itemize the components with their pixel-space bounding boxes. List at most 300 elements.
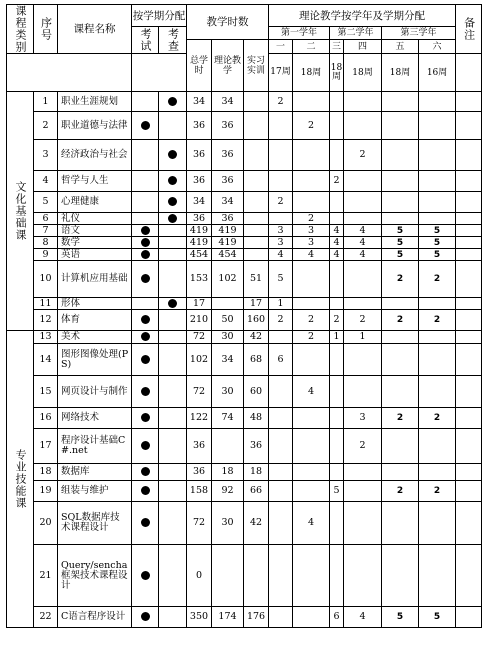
filled-dot-icon bbox=[168, 150, 177, 159]
curriculum-table bbox=[6, 4, 482, 628]
row-s3 bbox=[330, 298, 344, 310]
row-seq: 2 bbox=[34, 112, 58, 140]
row-s2: 2 bbox=[293, 331, 330, 344]
row-s6 bbox=[419, 140, 456, 171]
header-spacer bbox=[7, 54, 132, 92]
row-s2 bbox=[293, 298, 330, 310]
row-s5 bbox=[382, 464, 419, 481]
row-practice: 60 bbox=[244, 376, 269, 408]
row-s1: 6 bbox=[269, 344, 293, 376]
row-s4: 4 bbox=[344, 225, 382, 237]
row-total: 350 bbox=[187, 607, 212, 628]
row-seq: 3 bbox=[34, 140, 58, 171]
row-check bbox=[159, 376, 187, 408]
filled-dot-icon bbox=[141, 612, 150, 621]
row-s5: 5 bbox=[382, 225, 419, 237]
table-row bbox=[7, 92, 482, 112]
row-course-name: SQL数据库技术课程设计 bbox=[58, 502, 132, 545]
row-seq: 14 bbox=[34, 344, 58, 376]
filled-dot-icon bbox=[141, 387, 150, 396]
row-s6: 2 bbox=[419, 310, 456, 331]
row-remark bbox=[456, 429, 482, 464]
row-s3: 4 bbox=[330, 225, 344, 237]
row-s3 bbox=[330, 261, 344, 298]
row-exam bbox=[132, 331, 159, 344]
row-check bbox=[159, 464, 187, 481]
row-total: 72 bbox=[187, 376, 212, 408]
row-exam bbox=[132, 481, 159, 502]
row-s3 bbox=[330, 140, 344, 171]
row-s6 bbox=[419, 171, 456, 192]
row-s4 bbox=[344, 112, 382, 140]
filled-dot-icon bbox=[141, 315, 150, 324]
table-row bbox=[7, 171, 482, 192]
row-s3: 2 bbox=[330, 310, 344, 331]
row-check bbox=[159, 237, 187, 249]
row-theory: 34 bbox=[212, 344, 244, 376]
row-practice: 51 bbox=[244, 261, 269, 298]
row-s6: 2 bbox=[419, 481, 456, 502]
row-s4 bbox=[344, 481, 382, 502]
header-sem1: 一 bbox=[269, 40, 293, 54]
row-s1 bbox=[269, 140, 293, 171]
row-exam bbox=[132, 237, 159, 249]
row-exam bbox=[132, 464, 159, 481]
row-check bbox=[159, 112, 187, 140]
row-s3: 4 bbox=[330, 237, 344, 249]
row-exam bbox=[132, 298, 159, 310]
row-theory: 30 bbox=[212, 502, 244, 545]
row-s6: 2 bbox=[419, 408, 456, 429]
row-check bbox=[159, 261, 187, 298]
row-check bbox=[159, 249, 187, 261]
filled-dot-icon bbox=[168, 214, 177, 223]
row-seq: 18 bbox=[34, 464, 58, 481]
row-total: 454 bbox=[187, 249, 212, 261]
table-row bbox=[7, 481, 482, 502]
header-sem2: 二 bbox=[293, 40, 330, 54]
row-practice bbox=[244, 192, 269, 213]
row-s4 bbox=[344, 192, 382, 213]
row-practice bbox=[244, 171, 269, 192]
row-s2 bbox=[293, 140, 330, 171]
table-row bbox=[7, 502, 482, 545]
row-remark bbox=[456, 225, 482, 237]
row-remark bbox=[456, 92, 482, 112]
row-s5 bbox=[382, 192, 419, 213]
row-s1: 2 bbox=[269, 192, 293, 213]
row-s2 bbox=[293, 607, 330, 628]
row-course-name: 礼仪 bbox=[58, 213, 132, 225]
row-remark bbox=[456, 502, 482, 545]
row-s2 bbox=[293, 545, 330, 607]
row-s1: 3 bbox=[269, 237, 293, 249]
row-total: 36 bbox=[187, 171, 212, 192]
row-s2 bbox=[293, 481, 330, 502]
row-s1 bbox=[269, 607, 293, 628]
row-remark bbox=[456, 344, 482, 376]
row-seq: 6 bbox=[34, 213, 58, 225]
row-s1: 1 bbox=[269, 298, 293, 310]
row-theory: 36 bbox=[212, 112, 244, 140]
row-total: 158 bbox=[187, 481, 212, 502]
row-exam bbox=[132, 429, 159, 464]
table-row bbox=[7, 140, 482, 171]
row-check bbox=[159, 607, 187, 628]
row-s4: 2 bbox=[344, 310, 382, 331]
row-s4 bbox=[344, 92, 382, 112]
row-theory: 30 bbox=[212, 331, 244, 344]
row-s5 bbox=[382, 298, 419, 310]
row-course-name: 组装与维护 bbox=[58, 481, 132, 502]
header-sem6: 六 bbox=[419, 40, 456, 54]
row-practice bbox=[244, 92, 269, 112]
row-s3: 1 bbox=[330, 331, 344, 344]
header-exam: 考试 bbox=[132, 27, 159, 54]
row-practice: 17 bbox=[244, 298, 269, 310]
row-s4: 4 bbox=[344, 237, 382, 249]
row-s3 bbox=[330, 112, 344, 140]
row-s4: 4 bbox=[344, 607, 382, 628]
row-total: 36 bbox=[187, 140, 212, 171]
row-check bbox=[159, 140, 187, 171]
row-s2 bbox=[293, 171, 330, 192]
row-remark bbox=[456, 298, 482, 310]
header-remark: 备注 bbox=[456, 5, 482, 54]
row-theory: 419 bbox=[212, 225, 244, 237]
row-seq: 21 bbox=[34, 545, 58, 607]
row-exam bbox=[132, 192, 159, 213]
row-s5: 5 bbox=[382, 249, 419, 261]
row-s4 bbox=[344, 502, 382, 545]
row-check bbox=[159, 344, 187, 376]
row-theory: 36 bbox=[212, 171, 244, 192]
row-theory: 102 bbox=[212, 261, 244, 298]
row-s4 bbox=[344, 464, 382, 481]
row-course-name: 职业生涯规划 bbox=[58, 92, 132, 112]
row-exam bbox=[132, 545, 159, 607]
header-weeks6: 16周 bbox=[419, 54, 456, 92]
row-s1 bbox=[269, 545, 293, 607]
row-s5: 5 bbox=[382, 237, 419, 249]
row-s6 bbox=[419, 376, 456, 408]
row-s5 bbox=[382, 344, 419, 376]
row-s2 bbox=[293, 92, 330, 112]
row-total: 419 bbox=[187, 237, 212, 249]
row-course-name: C语言程序设计 bbox=[58, 607, 132, 628]
row-seq: 12 bbox=[34, 310, 58, 331]
row-seq: 16 bbox=[34, 408, 58, 429]
row-seq: 22 bbox=[34, 607, 58, 628]
table-row bbox=[7, 429, 482, 464]
row-seq: 5 bbox=[34, 192, 58, 213]
row-theory: 30 bbox=[212, 376, 244, 408]
header-weeks5: 18周 bbox=[382, 54, 419, 92]
row-s2 bbox=[293, 261, 330, 298]
row-practice: 42 bbox=[244, 331, 269, 344]
row-remark bbox=[456, 310, 482, 331]
row-exam bbox=[132, 213, 159, 225]
row-s6 bbox=[419, 331, 456, 344]
table-row bbox=[7, 213, 482, 225]
row-s2 bbox=[293, 408, 330, 429]
row-seq: 8 bbox=[34, 237, 58, 249]
header-theory: 理论教学 bbox=[212, 40, 244, 92]
row-total: 36 bbox=[187, 429, 212, 464]
row-s3 bbox=[330, 92, 344, 112]
row-s3 bbox=[330, 344, 344, 376]
row-seq: 1 bbox=[34, 92, 58, 112]
filled-dot-icon bbox=[168, 299, 177, 308]
row-s6 bbox=[419, 545, 456, 607]
row-s1: 2 bbox=[269, 92, 293, 112]
header-hours: 教学时数 bbox=[187, 5, 269, 40]
row-s5: 2 bbox=[382, 481, 419, 502]
table-header bbox=[7, 5, 482, 92]
row-total: 153 bbox=[187, 261, 212, 298]
row-check bbox=[159, 331, 187, 344]
row-exam bbox=[132, 92, 159, 112]
category-professional: 专业技能课 bbox=[7, 331, 34, 628]
row-s3: 5 bbox=[330, 481, 344, 502]
row-theory: 419 bbox=[212, 237, 244, 249]
row-s6 bbox=[419, 344, 456, 376]
filled-dot-icon bbox=[141, 518, 150, 527]
row-course-name: 程序设计基础C#.net bbox=[58, 429, 132, 464]
row-check bbox=[159, 481, 187, 502]
row-s3 bbox=[330, 192, 344, 213]
filled-dot-icon bbox=[168, 176, 177, 185]
filled-dot-icon bbox=[141, 274, 150, 283]
table-row bbox=[7, 249, 482, 261]
row-s1: 5 bbox=[269, 261, 293, 298]
header-sem4: 四 bbox=[344, 40, 382, 54]
row-practice bbox=[244, 112, 269, 140]
row-seq: 17 bbox=[34, 429, 58, 464]
table-body bbox=[7, 92, 482, 628]
row-practice: 48 bbox=[244, 408, 269, 429]
row-theory: 18 bbox=[212, 464, 244, 481]
row-s2: 4 bbox=[293, 502, 330, 545]
row-s3 bbox=[330, 502, 344, 545]
row-practice: 68 bbox=[244, 344, 269, 376]
row-exam bbox=[132, 140, 159, 171]
row-remark bbox=[456, 408, 482, 429]
row-s3: 6 bbox=[330, 607, 344, 628]
row-theory: 454 bbox=[212, 249, 244, 261]
row-practice: 66 bbox=[244, 481, 269, 502]
row-seq: 13 bbox=[34, 331, 58, 344]
table-row bbox=[7, 192, 482, 213]
row-remark bbox=[456, 112, 482, 140]
row-s5 bbox=[382, 331, 419, 344]
row-s1 bbox=[269, 171, 293, 192]
row-check bbox=[159, 429, 187, 464]
row-course-name: 英语 bbox=[58, 249, 132, 261]
row-s5 bbox=[382, 112, 419, 140]
row-s1 bbox=[269, 331, 293, 344]
row-total: 34 bbox=[187, 92, 212, 112]
row-course-name: 哲学与人生 bbox=[58, 171, 132, 192]
table-row bbox=[7, 344, 482, 376]
row-check bbox=[159, 213, 187, 225]
row-seq: 10 bbox=[34, 261, 58, 298]
row-s5: 2 bbox=[382, 408, 419, 429]
row-practice bbox=[244, 237, 269, 249]
row-s2 bbox=[293, 429, 330, 464]
row-total: 72 bbox=[187, 331, 212, 344]
header-weeks1: 17周 bbox=[269, 54, 293, 92]
filled-dot-icon bbox=[141, 250, 150, 259]
row-remark bbox=[456, 331, 482, 344]
row-course-name: 体育 bbox=[58, 310, 132, 331]
header-remark-spacer bbox=[456, 54, 482, 92]
row-s3 bbox=[330, 429, 344, 464]
row-theory bbox=[212, 429, 244, 464]
row-exam bbox=[132, 225, 159, 237]
row-s2: 2 bbox=[293, 310, 330, 331]
row-s2: 4 bbox=[293, 249, 330, 261]
row-exam bbox=[132, 607, 159, 628]
filled-dot-icon bbox=[168, 197, 177, 206]
row-s6 bbox=[419, 464, 456, 481]
row-theory bbox=[212, 298, 244, 310]
header-check: 考查 bbox=[159, 27, 187, 54]
row-check bbox=[159, 171, 187, 192]
row-remark bbox=[456, 237, 482, 249]
row-s5 bbox=[382, 213, 419, 225]
row-s3 bbox=[330, 464, 344, 481]
row-check bbox=[159, 92, 187, 112]
row-course-name: Query/sencha框架技术课程设计 bbox=[58, 545, 132, 607]
row-s1 bbox=[269, 429, 293, 464]
header-year2: 第二学年 bbox=[330, 27, 382, 40]
header-weeks3: 18周 bbox=[330, 54, 344, 92]
row-total: 210 bbox=[187, 310, 212, 331]
row-theory: 74 bbox=[212, 408, 244, 429]
row-remark bbox=[456, 261, 482, 298]
row-practice bbox=[244, 545, 269, 607]
row-s4 bbox=[344, 376, 382, 408]
filled-dot-icon bbox=[141, 441, 150, 450]
header-weeks4: 18周 bbox=[344, 54, 382, 92]
header-sem5: 五 bbox=[382, 40, 419, 54]
row-s2: 2 bbox=[293, 112, 330, 140]
row-s3 bbox=[330, 545, 344, 607]
row-s3: 2 bbox=[330, 171, 344, 192]
row-exam bbox=[132, 408, 159, 429]
header-semester-dist: 理论教学按学年及学期分配 bbox=[269, 5, 456, 27]
row-exam bbox=[132, 249, 159, 261]
table-row bbox=[7, 261, 482, 298]
header-course-name: 课程名称 bbox=[58, 5, 132, 54]
table-row bbox=[7, 408, 482, 429]
row-practice bbox=[244, 213, 269, 225]
row-check bbox=[159, 192, 187, 213]
header-practice: 实习实训 bbox=[244, 40, 269, 92]
row-s5 bbox=[382, 376, 419, 408]
row-seq: 19 bbox=[34, 481, 58, 502]
header-total: 总学时 bbox=[187, 40, 212, 92]
row-practice: 36 bbox=[244, 429, 269, 464]
row-check bbox=[159, 310, 187, 331]
row-s4: 1 bbox=[344, 331, 382, 344]
row-s2 bbox=[293, 344, 330, 376]
row-seq: 4 bbox=[34, 171, 58, 192]
category-general: 文化基础课 bbox=[7, 92, 34, 331]
row-total: 122 bbox=[187, 408, 212, 429]
row-s5: 2 bbox=[382, 310, 419, 331]
row-exam bbox=[132, 112, 159, 140]
row-course-name: 数学 bbox=[58, 237, 132, 249]
row-theory: 92 bbox=[212, 481, 244, 502]
filled-dot-icon bbox=[141, 332, 150, 341]
header-assess-spacer bbox=[132, 54, 187, 92]
row-theory: 50 bbox=[212, 310, 244, 331]
row-s6 bbox=[419, 92, 456, 112]
row-practice bbox=[244, 140, 269, 171]
filled-dot-icon bbox=[141, 571, 150, 580]
row-practice: 160 bbox=[244, 310, 269, 331]
row-check bbox=[159, 408, 187, 429]
row-course-name: 图形图像处理(PS) bbox=[58, 344, 132, 376]
row-s2 bbox=[293, 464, 330, 481]
row-remark bbox=[456, 481, 482, 502]
row-s6 bbox=[419, 502, 456, 545]
row-exam bbox=[132, 344, 159, 376]
row-practice bbox=[244, 249, 269, 261]
row-s6: 5 bbox=[419, 237, 456, 249]
row-s1 bbox=[269, 376, 293, 408]
row-s1 bbox=[269, 112, 293, 140]
row-theory: 34 bbox=[212, 92, 244, 112]
row-remark bbox=[456, 140, 482, 171]
row-course-name: 计算机应用基础 bbox=[58, 261, 132, 298]
row-seq: 15 bbox=[34, 376, 58, 408]
filled-dot-icon bbox=[168, 97, 177, 106]
row-course-name: 经济政治与社会 bbox=[58, 140, 132, 171]
row-exam bbox=[132, 376, 159, 408]
row-practice: 176 bbox=[244, 607, 269, 628]
row-check bbox=[159, 502, 187, 545]
row-s1 bbox=[269, 481, 293, 502]
row-s3 bbox=[330, 376, 344, 408]
row-course-name: 数据库 bbox=[58, 464, 132, 481]
filled-dot-icon bbox=[141, 226, 150, 235]
row-total: 34 bbox=[187, 192, 212, 213]
header-seq: 序号 bbox=[34, 5, 58, 54]
row-practice bbox=[244, 225, 269, 237]
row-exam bbox=[132, 171, 159, 192]
row-s6 bbox=[419, 298, 456, 310]
row-s4 bbox=[344, 261, 382, 298]
row-total: 36 bbox=[187, 213, 212, 225]
table-row bbox=[7, 331, 482, 344]
row-course-name: 职业道德与法律 bbox=[58, 112, 132, 140]
row-theory bbox=[212, 545, 244, 607]
row-s5 bbox=[382, 140, 419, 171]
table-row bbox=[7, 545, 482, 607]
filled-dot-icon bbox=[141, 355, 150, 364]
row-s1 bbox=[269, 502, 293, 545]
filled-dot-icon bbox=[141, 413, 150, 422]
table-row bbox=[7, 464, 482, 481]
row-s6: 5 bbox=[419, 249, 456, 261]
table-row bbox=[7, 237, 482, 249]
row-course-name: 心理健康 bbox=[58, 192, 132, 213]
row-s2 bbox=[293, 192, 330, 213]
row-s6: 5 bbox=[419, 607, 456, 628]
